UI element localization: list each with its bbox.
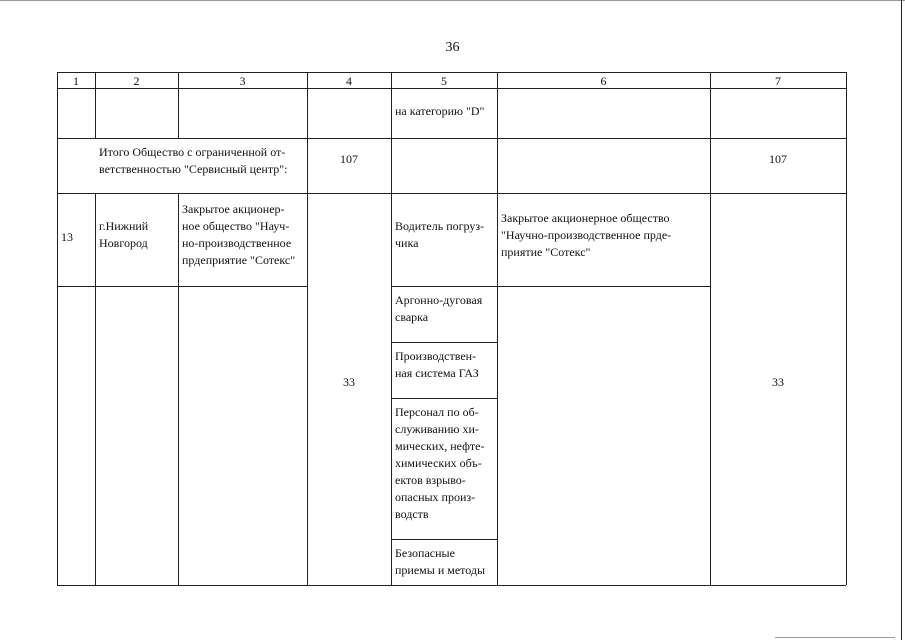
col-header-2: 2: [133, 74, 140, 88]
col-header-3: 3: [239, 74, 246, 88]
col-header-1: 1: [73, 74, 79, 88]
row13-count-col7: 33: [772, 375, 784, 389]
org-line4: прдеприятие "Сотекс": [182, 253, 296, 267]
program-4-line1: Персонал по об-: [395, 405, 479, 419]
scan-right-edge: [901, 0, 902, 640]
program-4-line2: служиванию хи-: [395, 422, 479, 436]
page-number: 36: [445, 40, 460, 55]
col-header-4: 4: [346, 74, 352, 88]
continued-program-cell: на категорию "D": [395, 104, 485, 118]
org-line3: но-производственное: [182, 236, 292, 250]
provider-line2: "Научно-производственное прде-: [501, 228, 672, 242]
scan-top-edge: [0, 0, 905, 1]
row13-count-col4: 33: [343, 375, 355, 389]
org-line1: Закрытое акционер-: [182, 202, 285, 216]
program-2-line2: сварка: [395, 310, 429, 324]
program-3-line2: ная система ГАЗ: [395, 366, 479, 380]
total-count-col4: 107: [340, 152, 358, 166]
col-header-5: 5: [441, 74, 447, 88]
program-4-line3: мических, нефте-: [395, 439, 485, 453]
total-count-col7: 107: [769, 152, 787, 166]
col-header-6: 6: [600, 74, 607, 88]
row-number: 13: [61, 230, 73, 244]
total-label-line2: ветственностью "Сервисный центр":: [99, 162, 288, 176]
program-4-line7: водств: [395, 507, 429, 521]
city-line1: г.Нижний: [99, 219, 149, 233]
provider-line3: приятие "Сотекс": [501, 245, 591, 259]
total-label-line1: Итого Общество с ограниченной от-: [99, 145, 286, 159]
program-4-line4: химических объ-: [395, 456, 482, 470]
city-line2: Новгород: [99, 236, 148, 250]
provider-line1: Закрытое акционерное общество: [501, 211, 670, 225]
col-header-7: 7: [775, 74, 781, 88]
program-1-line2: чика: [395, 236, 419, 250]
program-1-line1: Водитель погруз-: [395, 219, 485, 233]
program-5-line1: Безопасные: [395, 546, 455, 560]
program-3-line1: Производствен-: [395, 349, 477, 363]
program-4-line6: опасных произ-: [395, 490, 476, 504]
org-line2: ное общество "Науч-: [182, 219, 290, 233]
scan-bottom-mark: [775, 637, 895, 638]
program-4-line5: ектов взрыво-: [395, 473, 466, 487]
program-5-line2: приемы и методы: [395, 563, 486, 577]
program-2-line1: Аргонно-дуговая: [395, 293, 483, 307]
